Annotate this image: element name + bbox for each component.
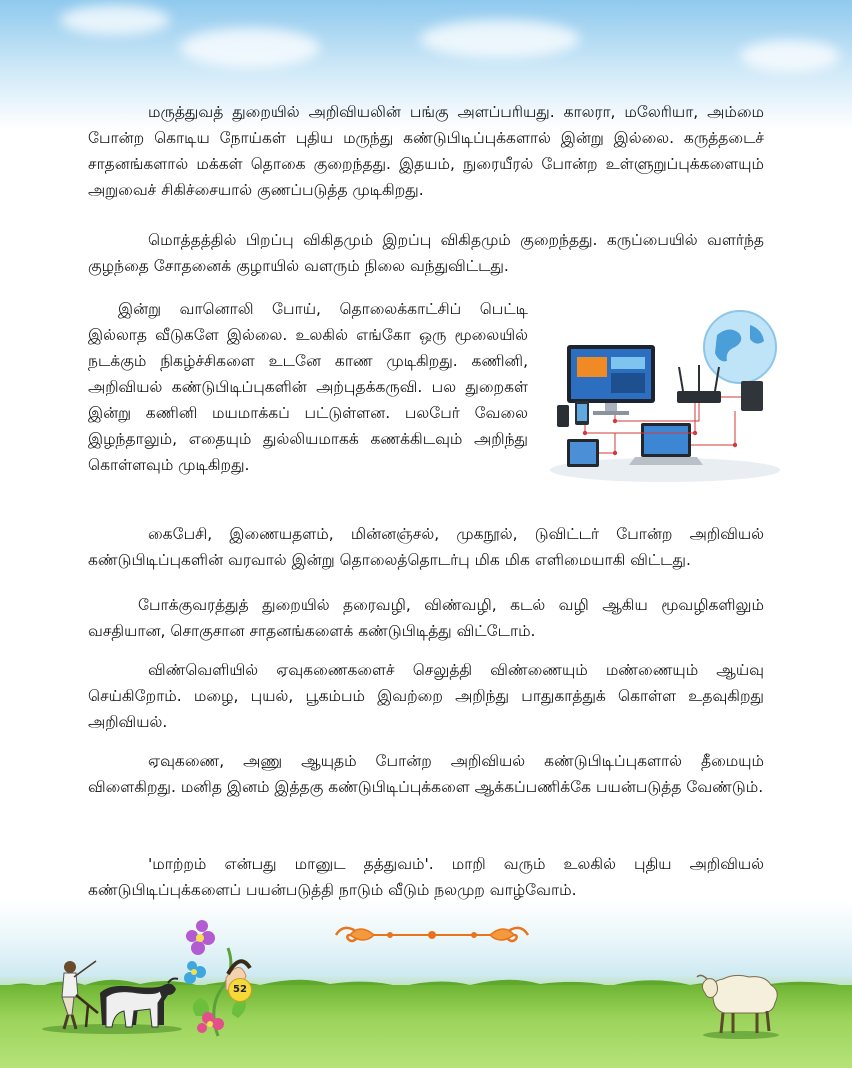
cloud xyxy=(420,20,580,58)
paragraph-text: மொத்தத்தில் பிறப்பு விகிதமும் இறப்பு விகிதமும் குறைந்தது. கருப்பையில் வளர்ந்த குழந்தை சோதனைக் குழாயில் வளரும் நிலை வந்துவிட்டது. xyxy=(88,231,764,275)
paragraph-text: மருத்துவத் துறையில் அறிவியலின் பங்கு அளப்பரியது. காலரா, மலேரியா, அம்மை போன்ற கொடிய நோய்கள் புதிய மருந்து கண்டுபிடிப்புக்களால் இன்று இல்லை. கருத்தடைச் சாதனங்களால் மக்கள் தொகை குறைந்தது. இதயம், நுரையீரல் போன்ற உள்ளுறுப்புக்களையும் அறுவைச் சிகிச்சையால் குணப்படுத்த முடிகிறது. xyxy=(88,103,764,199)
paragraph-conclusion xyxy=(88,851,764,903)
ornament-divider xyxy=(332,922,532,948)
cloud xyxy=(740,40,840,72)
paragraph-text: ஏவுகணை, அணு ஆயுதம் போன்ற அறிவியல் கண்டுபிடிப்புகளால் தீமையும் விளைகிறது. மனித இனம் இத்தகு கண்டுபிடிப்புக்களை ஆக்கப்பணிக்கே பயன்படுத்த வேண்டும். xyxy=(88,752,764,796)
paragraph-space xyxy=(88,657,764,735)
paragraph-missiles xyxy=(88,748,764,800)
cloud xyxy=(60,5,170,35)
paragraph-transport xyxy=(88,592,764,644)
paragraph-telecommunication xyxy=(88,521,764,573)
paragraph-text: 'மாற்றம் என்பது மானுட தத்துவம்'. மாறி வரும் உலகில் புதிய அறிவியல் கண்டுபிடிப்புக்களைப் பயன்படுத்தி நாடும் வீடும் நலமுற வாழ்வோம். xyxy=(88,855,764,899)
paragraph-text: கைபேசி, இணையதளம், மின்னஞ்சல், முகநூல், டுவிட்டர் போன்ற அறிவியல் கண்டுபிடிப்புகளின் வரவால் இன்று தொலைத்தொடர்பு மிக மிக எளிமையாகி விட்டது. xyxy=(88,525,764,569)
globe-icon xyxy=(704,311,776,383)
flower-lady-illustration xyxy=(178,918,260,1038)
page-number: 52 xyxy=(228,978,252,1002)
farmer-ploughing-illustration xyxy=(40,955,185,1035)
sheep-illustration xyxy=(695,965,785,1040)
paragraph-television-computer xyxy=(88,296,528,478)
paragraph-birth-rate xyxy=(88,227,764,279)
paragraph-text: போக்குவரத்துத் துறையில் தரைவழி, விண்வழி, கடல் வழி ஆகிய மூவழிகளிலும் வசதியான, சொகுசான சாதனங்களைக் கண்டுபிடித்து விட்டோம். xyxy=(88,596,764,640)
connected-devices-illustration xyxy=(545,305,785,487)
paragraph-medicine xyxy=(88,99,764,203)
cloud xyxy=(180,28,320,68)
paragraph-text: இன்று வானொலி போய், தொலைக்காட்சிப் பெட்டி இல்லாத வீடுகளே இல்லை. உலகில் எங்கோ ஒரு மூலையில் நடக்கும் நிகழ்ச்சிகளை உடனே காண முடிகிறது. கணினி, அறிவியல் கண்டுபிடிப்புகளின் அற்புதக்கருவி. பல துறைகள் இன்று கணினி மயமாக்கப் பட்டுள்ளன. பலபேர் வேலை இழந்தாலும், எதையும் துல்லியமாகக் கணக்கிடவும் அறிந்து கொள்ளவும் முடிகிறது. xyxy=(88,300,528,474)
paragraph-text: விண்வெளியில் ஏவுகணைகளைச் செலுத்தி விண்ணையும் மண்ணையும் ஆய்வு செய்கிறோம். மழை, புயல், பூகம்பம் இவற்றை அறிந்து பாதுகாத்துக் கொள்ள உதவுகிறது அறிவியல். xyxy=(88,661,764,731)
